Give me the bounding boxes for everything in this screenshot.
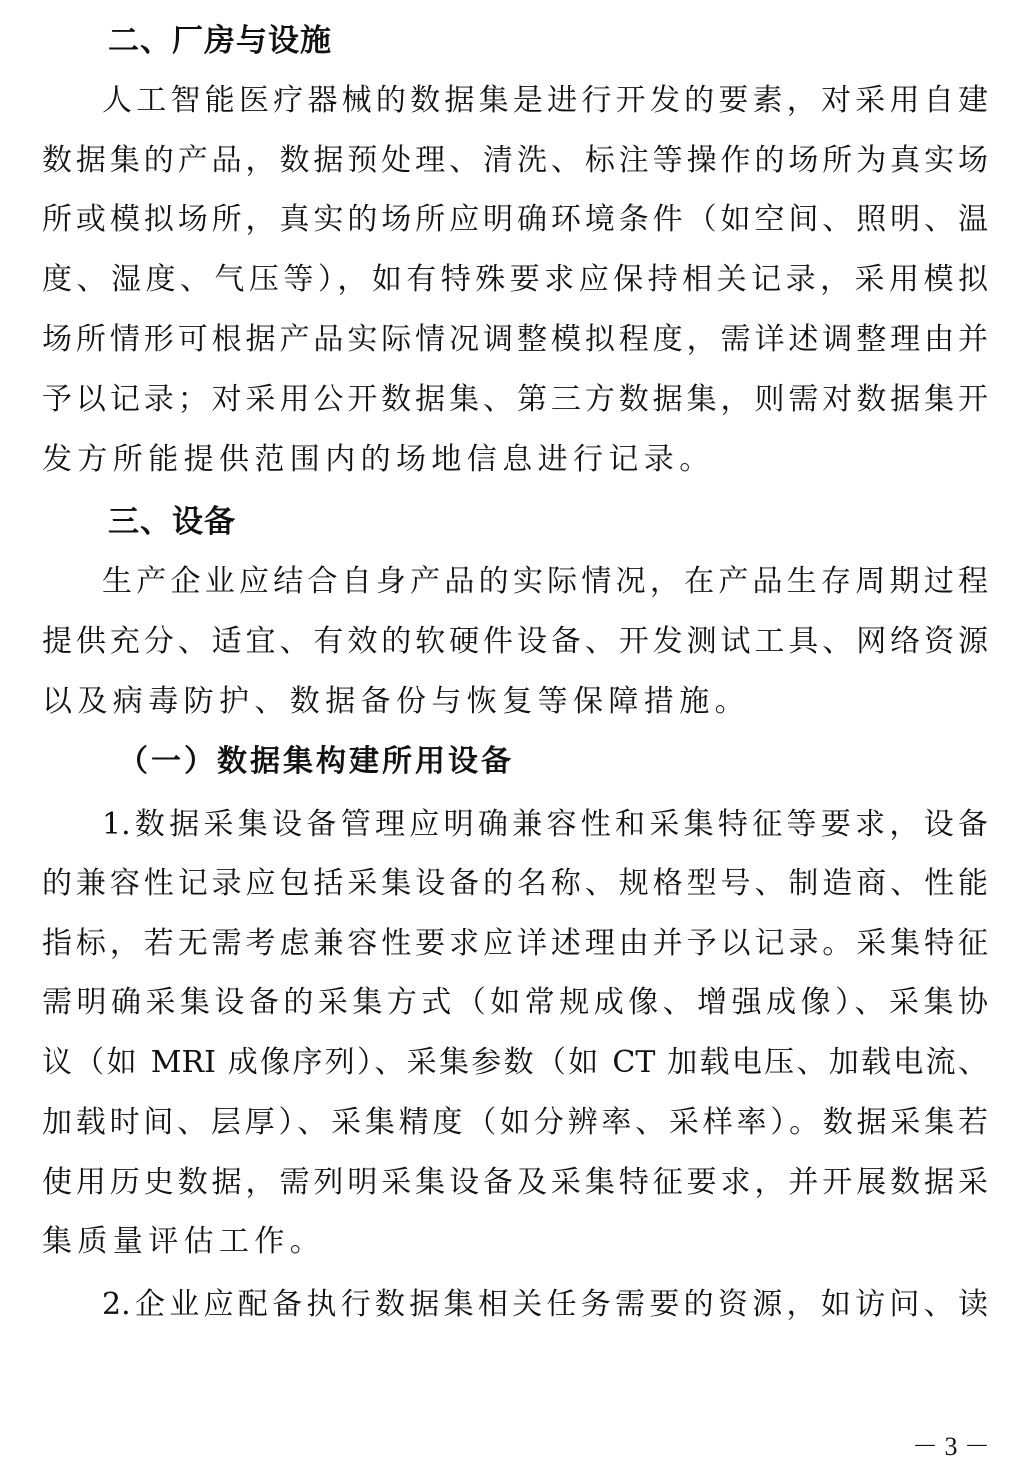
section-heading: 二、厂房与设施 [108,23,332,59]
text-line: 1.数据采集设备管理应明确兼容性和采集特征等要求，设备 [102,807,988,842]
text-line: 2.企业应配备执行数据集相关任务需要的资源，如访问、读 [102,1287,988,1322]
text-line: 议（如 MRI 成像序列）、采集参数（如 CT 加载电压、加载电流、 [42,1045,988,1080]
text-line: 生产企业应结合自身产品的实际情况，在产品生存周期过程 [102,564,988,599]
text-line: 所或模拟场所，真实的场所应明确环境条件（如空间、照明、温 [42,202,988,237]
text-line: 集质量评估工作。 [42,1224,326,1259]
page-number: － 3 － [912,1432,991,1461]
text-line: 数据集的产品，数据预处理、清洗、标注等操作的场所为真实场 [42,143,988,178]
text-line: 指标，若无需考虑兼容性要求应详述理由并予以记录。采集特征 [42,926,988,961]
text-line: 提供充分、适宜、有效的软硬件设备、开发测试工具、网络资源 [42,624,988,659]
text-line: 加载时间、层厚）、采集精度（如分辨率、采样率）。数据采集若 [42,1105,988,1140]
text-line: 予以记录；对采用公开数据集、第三方数据集，则需对数据集开 [42,382,988,417]
subsection-heading: （一）数据集构建所用设备 [118,744,514,779]
text-line: 需明确采集设备的采集方式（如常规成像、增强成像）、采集协 [42,985,988,1020]
text-line: 以及病毒防护、数据备份与恢复等保障措施。 [42,684,750,719]
text-line: 人工智能医疗器械的数据集是进行开发的要素，对采用自建 [102,83,988,118]
text-line: 使用历史数据，需列明采集设备及采集特征要求，并开展数据采 [42,1165,988,1200]
text-line: 的兼容性记录应包括采集设备的名称、规格型号、制造商、性能 [42,866,988,901]
text-line: 发方所能提供范围内的场地信息进行记录。 [42,442,715,477]
text-line: 场所情形可根据产品实际情况调整模拟程度，需详述调整理由并 [42,322,988,357]
text-line: 度、湿度、气压等），如有特殊要求应保持相关记录，采用模拟 [42,262,988,297]
section-heading: 三、设备 [108,504,236,540]
